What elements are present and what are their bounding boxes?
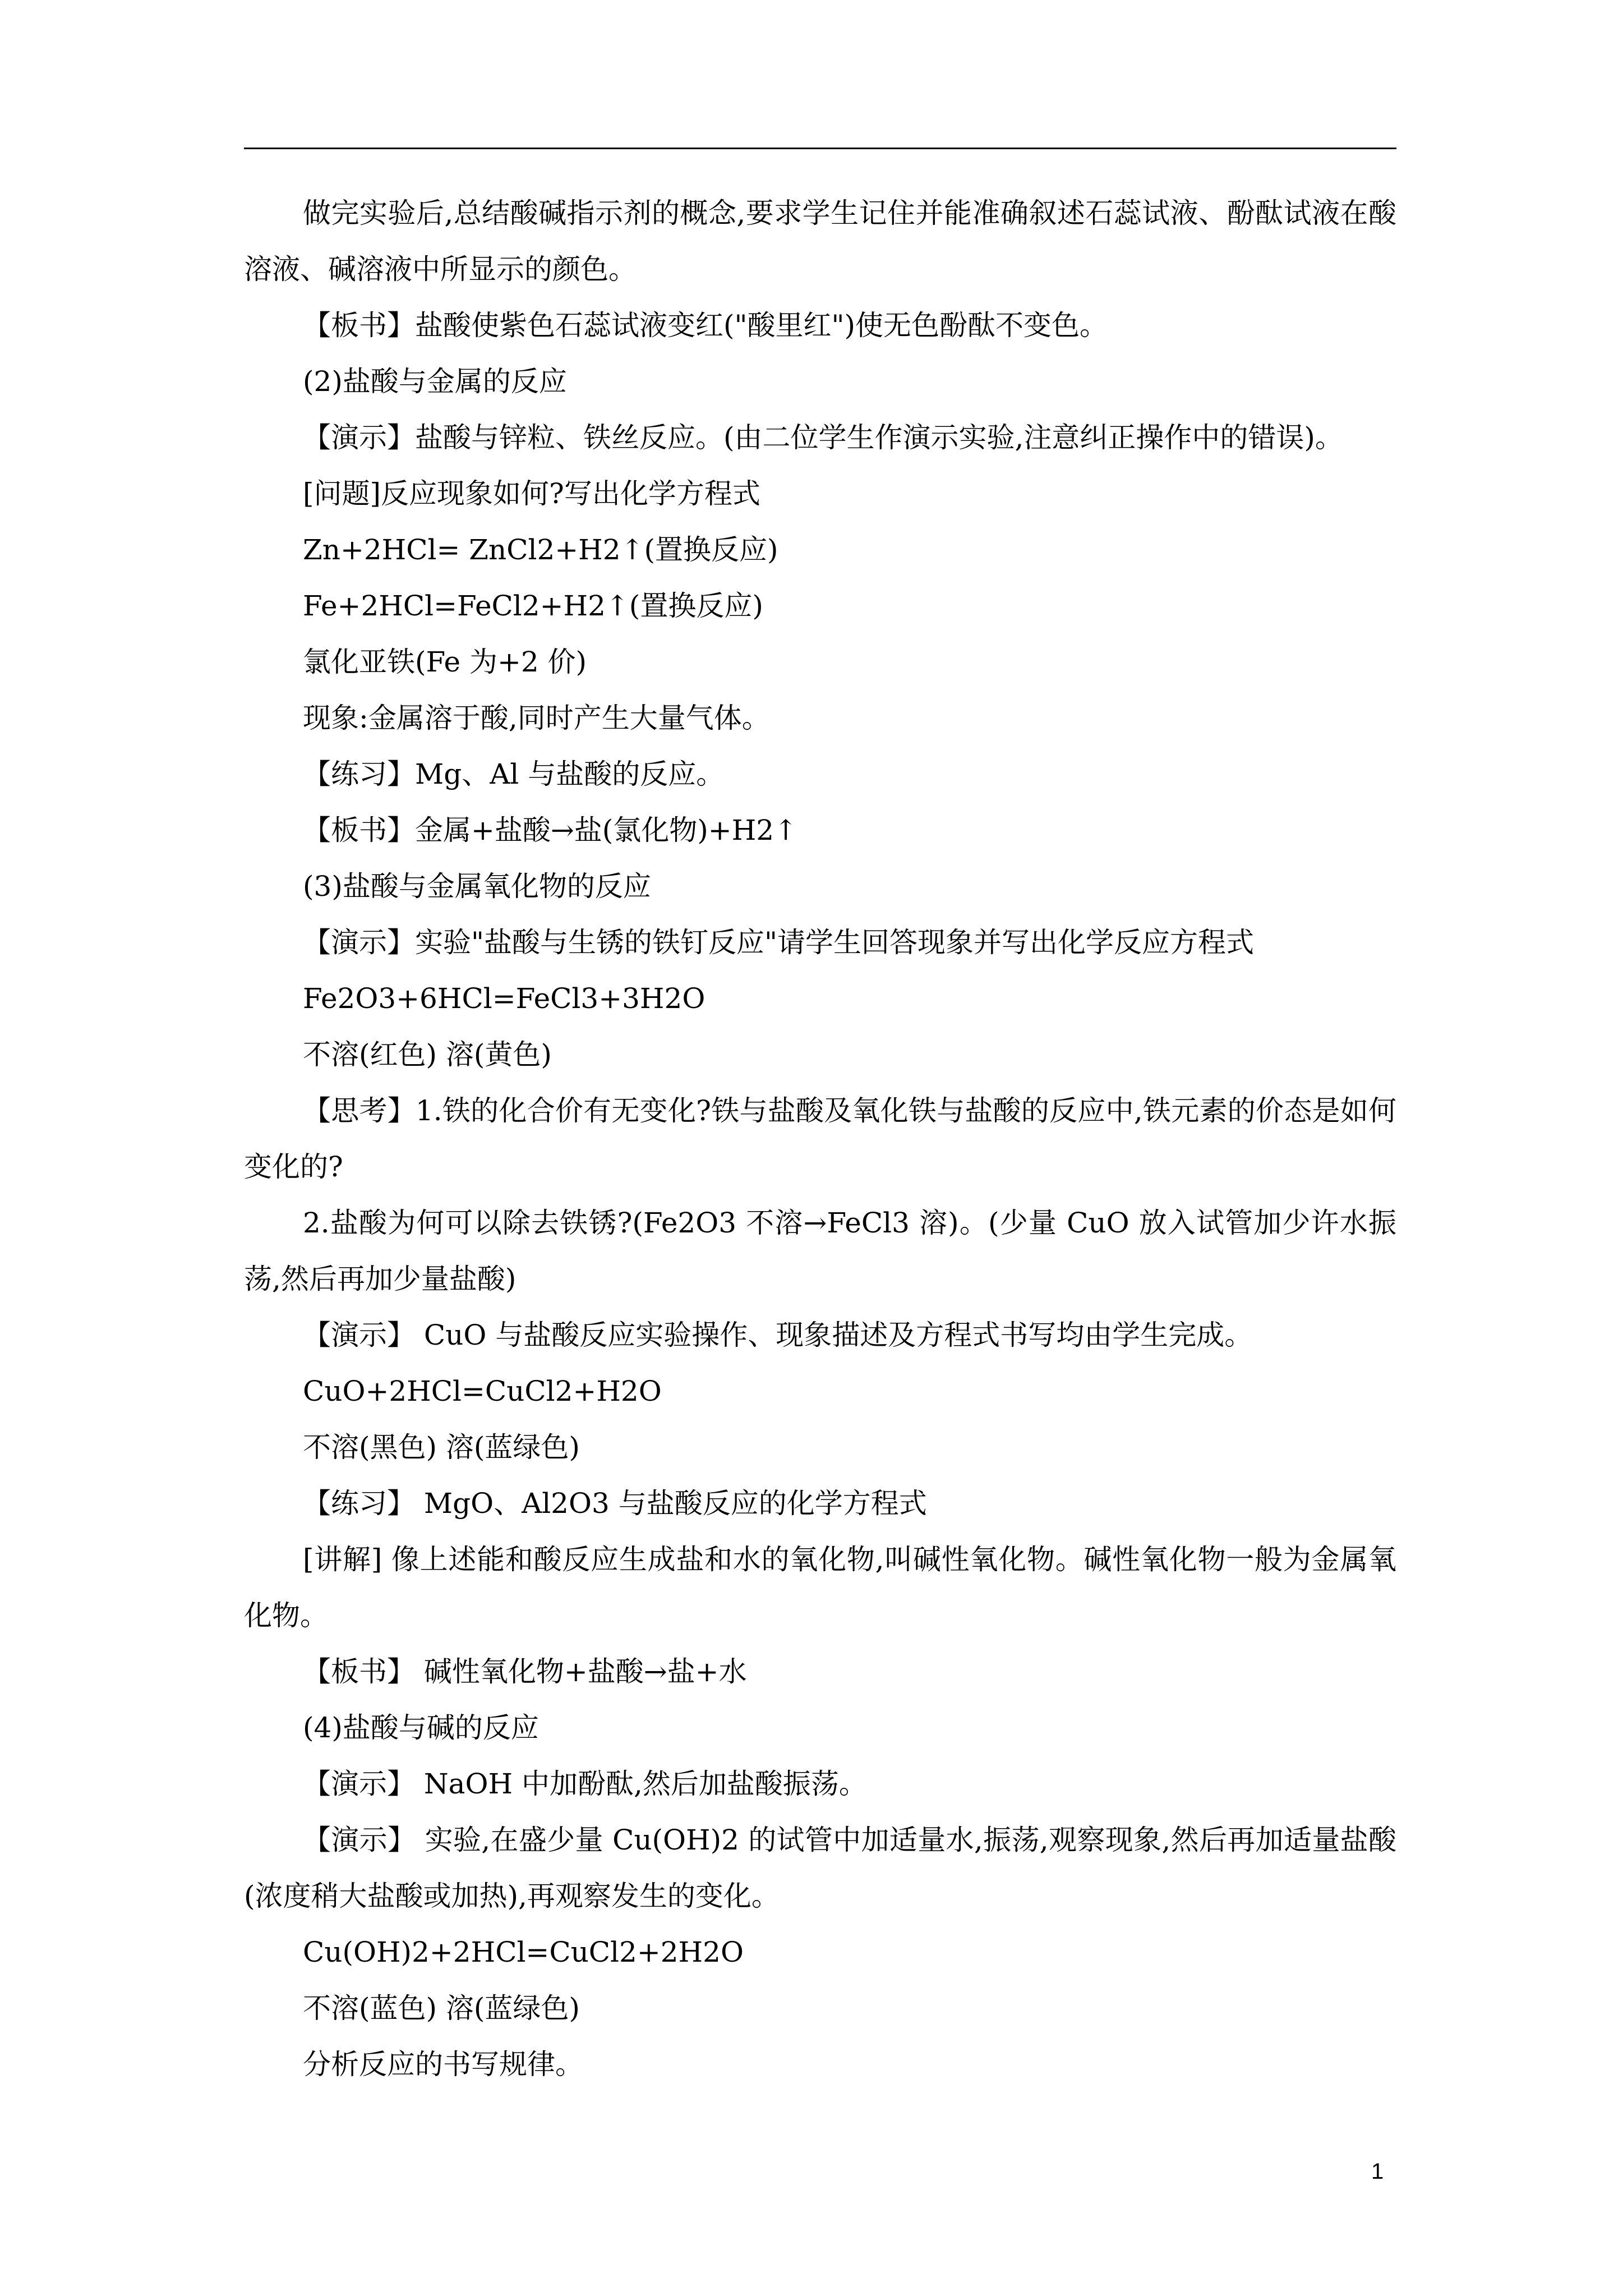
paragraph: 不溶(蓝色) 溶(蓝绿色) [303,1992,580,2024]
page-number: 1 [1371,2159,1384,2184]
paragraph: 不溶(红色) 溶(黄色) [303,1038,552,1071]
paragraph: 现象:金属溶于酸,同时产生大量气体。 [303,702,770,734]
document-body [244,185,1396,2092]
paragraph: 2.盐酸为何可以除去铁锈?(Fe2O3 不溶→FeCl3 溶)。(少量 CuO 放入试管加少许水振荡,然后再加少量盐酸) [244,1207,1396,1295]
paragraph: 【思考】1.铁的化合价有无变化?铁与盐酸及氧化铁与盐酸的反应中,铁元素的价态是如何变化的? [244,1094,1396,1183]
paragraph: 【演示】 实验,在盛少量 Cu(OH)2 的试管中加适量水,振荡,观察现象,然后再加适量盐酸(浓度稍大盐酸或加热),再观察发生的变化。 [244,1824,1396,1912]
paragraph: Fe2O3+6HCl=FeCl3+3H2O [303,982,706,1015]
paragraph: 【演示】 NaOH 中加酚酞,然后加盐酸振荡。 [303,1768,867,1800]
paragraph: CuO+2HCl=CuCl2+H2O [303,1375,662,1407]
paragraph: [问题]反应现象如何?写出化学方程式 [303,477,760,510]
paragraph: (3)盐酸与金属氧化物的反应 [303,870,651,903]
paragraph: 【板书】金属+盐酸→盐(氯化物)+H2↑ [303,814,798,846]
paragraph: (4)盐酸与碱的反应 [303,1711,539,1744]
paragraph: 【板书】 碱性氧化物+盐酸→盐+水 [303,1655,747,1688]
paragraph: [讲解] 像上述能和酸反应生成盐和水的氧化物,叫碱性氧化物。碱性氧化物一般为金属氧化物。 [244,1543,1396,1632]
paragraph: 做完实验后,总结酸碱指示剂的概念,要求学生记住并能准确叙述石蕊试液、酚酞试液在酸溶液、碱溶液中所显示的颜色。 [244,197,1396,286]
paragraph: 【演示】盐酸与锌粒、铁丝反应。(由二位学生作演示实验,注意纠正操作中的错误)。 [303,421,1343,454]
paragraph: 【演示】实验"盐酸与生锈的铁钉反应"请学生回答现象并写出化学反应方程式 [303,926,1254,959]
header-rule [244,148,1396,149]
paragraph: 不溶(黑色) 溶(蓝绿色) [303,1431,580,1464]
paragraph: 【板书】盐酸使紫色石蕊试液变红("酸里红")使无色酚酞不变色。 [303,309,1108,342]
paragraph: 【练习】Mg、Al 与盐酸的反应。 [303,758,725,790]
paragraph: Cu(OH)2+2HCl=CuCl2+2H2O [303,1936,744,1968]
paragraph: 【演示】 CuO 与盐酸反应实验操作、现象描述及方程式书写均由学生完成。 [303,1319,1253,1351]
paragraph: 分析反应的书写规律。 [303,2048,583,2081]
paragraph: 【练习】 MgO、Al2O3 与盐酸反应的化学方程式 [303,1487,927,1520]
paragraph: Fe+2HCl=FeCl2+H2↑(置换反应) [303,590,763,622]
paragraph: (2)盐酸与金属的反应 [303,365,567,398]
paragraph: Zn+2HCl= ZnCl2+H2↑(置换反应) [303,533,778,566]
paragraph: 氯化亚铁(Fe 为+2 价) [303,646,587,678]
